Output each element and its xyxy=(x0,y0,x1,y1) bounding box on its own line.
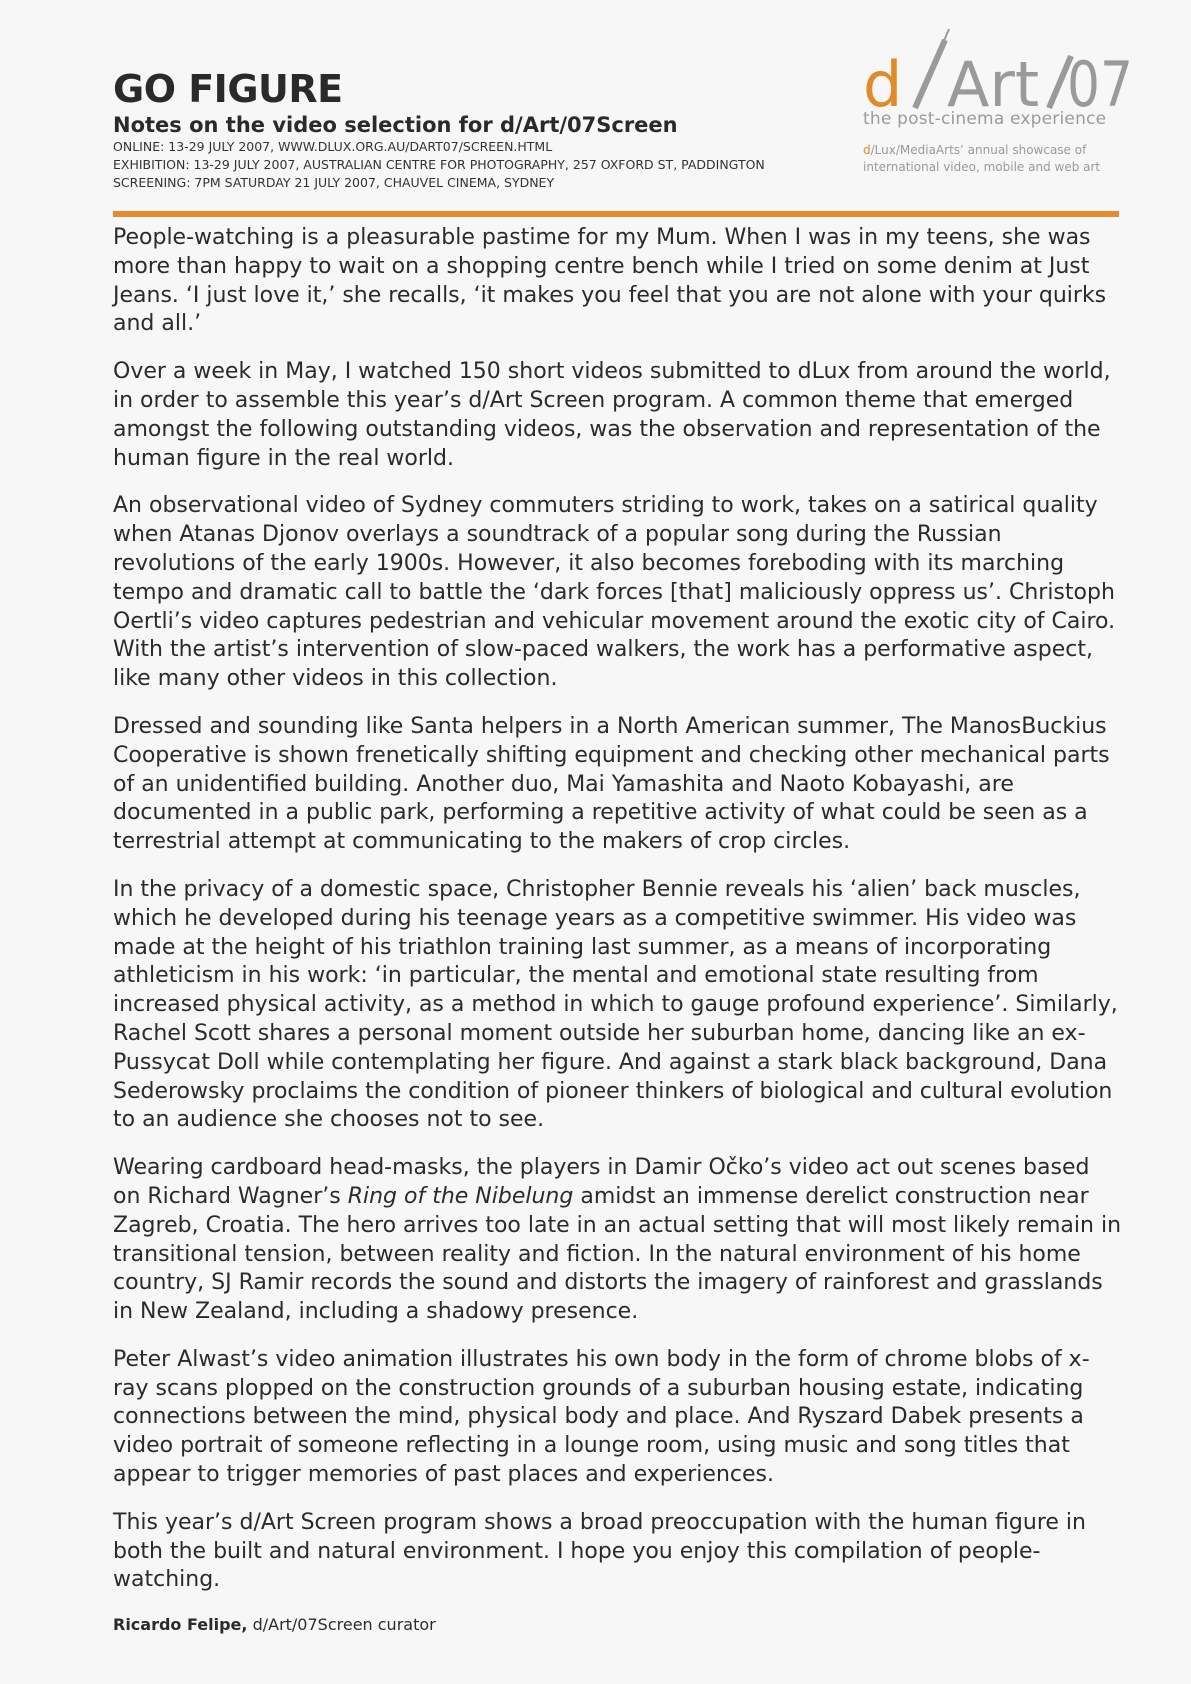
paragraph-2: Over a week in May, I watched 150 short videos submitted to dLux from around the world, in order to assemble this year’s d/Art Screen program. A common theme that emerged amongst the following outstanding videos, was the observation and representation of the human figure in the real world. xyxy=(113,359,1111,471)
curator-role: d/Art/07Screen curator xyxy=(247,1615,436,1635)
logo-description xyxy=(863,142,1100,176)
logo-desc-d: d xyxy=(863,143,871,157)
paragraph-3: An observational video of Sydney commuters striding to work, takes on a satirical quality when Atanas Djonov overlays a soundtrack of a popular song during the Russian revolutions of the early 1900s. However, it also becomes foreboding with its marching tempo and dramatic call to battle the ‘dark forces [that] maliciously oppress us’. Christoph Oertli’s video captures pedestrian and vehicular movement around the exotic city of Cairo. With the artist’s intervention of slow-paced walkers, the work has a performative aspect, like many other videos in this collection. xyxy=(113,493,1116,692)
signoff xyxy=(113,1614,1123,1636)
online-details: ONLINE: 13-29 JULY 2007, WWW.DLUX.ORG.AU/DART07/SCREEN.HTML xyxy=(113,139,553,154)
paragraph-6-part-b: amidst an immense derelict construction near Zagreb, Croatia. The hero arrives too late in an actual setting that will most likely remain in transitional tension, between reality and fiction. In the natural environment of his home country, SJ Ramir records the sound and distorts the imagery of rainforest and grasslands in New Zealand, including a shadowy presence. xyxy=(113,1183,1122,1325)
paragraph-4: Dressed and sounding like Santa helpers in a North American summer, The ManosBuckius Cooperative is shown frenetically shifting equipment and checking other mechanical parts of an unidentified building. Another duo, Mai Yamashita and Naoto Kobayashi, are documented in a public park, performing a repetitive activity of what could be seen as a terrestrial attempt at communicating to the makers of crop circles. xyxy=(113,713,1110,855)
logo-d: d xyxy=(863,48,903,121)
exhibition-details: EXHIBITION: 13-29 JULY 2007, AUSTRALIAN CENTRE FOR PHOTOGRAPHY, 257 OXFORD ST, PADDINGTON xyxy=(113,157,765,172)
article-body xyxy=(113,224,1123,1636)
logo-desc-line2: international video, mobile and web art xyxy=(863,160,1101,174)
paragraph-6 xyxy=(113,1154,1123,1327)
logo-slash-1 xyxy=(915,40,945,108)
paragraph-1: People-watching is a pleasurable pastime for my Mum. When I was in my teens, she was more than happy to wait on a shopping centre bench while I tried on some denim at Just Jeans. ‘I just love it,’ she recalls, ‘it makes you feel that you are not alone with your quirks and all.’ xyxy=(113,225,1107,337)
paragraph-6-part-a: Wearing cardboard head-masks, the players in Damir Očko’s video act out scenes based on Richard Wagner’s xyxy=(113,1155,1090,1209)
event-details xyxy=(113,138,765,192)
screening-details: SCREENING: 7PM SATURDAY 21 JULY 2007, CHAUVEL CINEMA, SYDNEY xyxy=(113,175,555,190)
work-title: Ring of the Nibelung xyxy=(347,1183,574,1209)
dart07-logo xyxy=(863,26,1133,206)
curator-name: Ricardo Felipe, xyxy=(113,1615,248,1635)
logo-art: Art xyxy=(947,48,1040,121)
logo-tagline: the post-cinema experience xyxy=(863,109,1107,129)
header xyxy=(113,48,1133,206)
logo-year: 07 xyxy=(1067,48,1133,121)
page-subtitle: Notes on the video selection for d/Art/07Screen xyxy=(113,113,678,137)
paragraph-5: In the privacy of a domestic space, Christopher Bennie reveals his ‘alien’ back muscles, which he developed during his teenage years as a competitive swimmer. His video was made at the height of his triathlon training last summer, as a means of incorporating athleticism in his work: ‘in particular, the mental and emotional state resulting from increased physical activity, as a method in which to gauge profound experience’. Similarly, Rachel Scott shares a personal moment outside her suburban home, dancing like an ex-Pussycat Doll while contemplating her figure. And against a stark black background, Dana Sederowsky proclaims the condition of pioneer thinkers of biological and cultural evolution to an audience she chooses not to see. xyxy=(113,876,1118,1133)
paragraph-8: This year’s d/Art Screen program shows a broad preoccupation with the human figure in both the built and natural environment. I hope you enjoy this compilation of people-watching. xyxy=(113,1509,1086,1593)
page-title: GO FIGURE xyxy=(113,67,343,111)
paragraph-7: Peter Alwast’s video animation illustrates his own body in the form of chrome blobs of x-ray scans plopped on the construction grounds of a suburban housing estate, indicating connections between the mind, physical body and place. And Ryszard Dabek presents a video portrait of someone reflecting in a lounge room, using music and song titles that appear to trigger memories of past places and experiences. xyxy=(113,1346,1090,1488)
logo-desc-line1: /Lux/MediaArts’ annual showcase of xyxy=(870,143,1087,157)
header-divider xyxy=(113,211,1119,217)
